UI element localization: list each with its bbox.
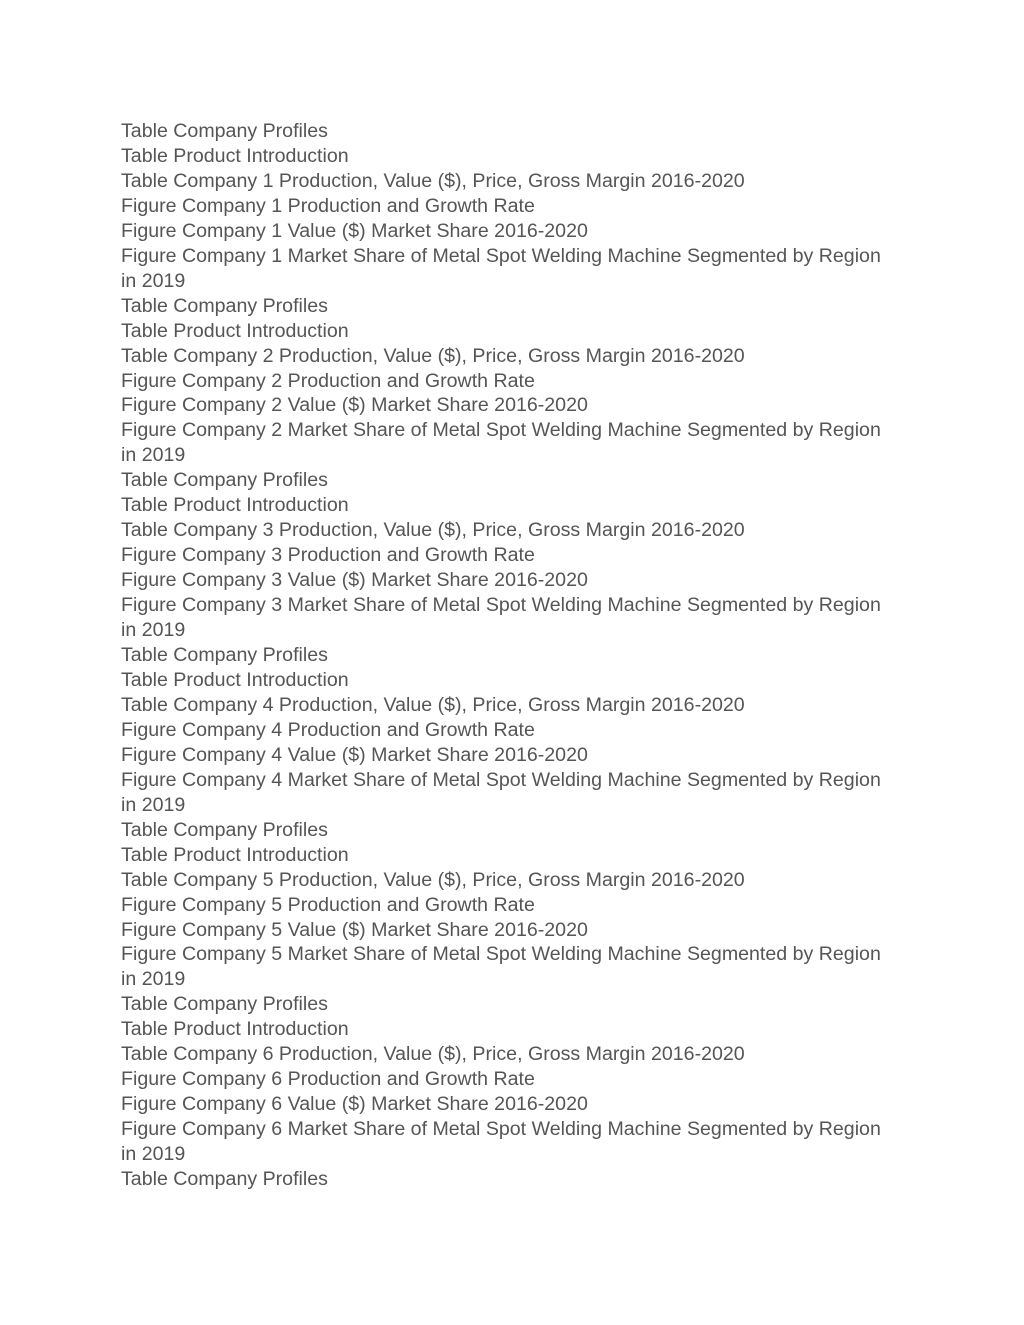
toc-line: Table Company Profiles: [121, 120, 328, 142]
toc-line: Table Product Introduction: [121, 668, 349, 691]
toc-line: Figure Company 5 Production and Growth Rate: [121, 893, 535, 916]
toc-line: Figure Company 3 Market Share of Metal Spot Welding Machine Segmented by Region: [121, 594, 881, 617]
list-of-tables-and-figures: [121, 119, 911, 1192]
toc-line: Table Company Profiles: [121, 469, 328, 492]
toc-line: Table Company 4 Production, Value ($), Price, Gross Margin 2016-2020: [121, 693, 745, 716]
toc-line: Table Product Introduction: [121, 1018, 349, 1041]
toc-line: Figure Company 2 Production and Growth Rate: [121, 369, 535, 392]
toc-line: in 2019: [121, 968, 186, 991]
toc-line: Table Company 1 Production, Value ($), Price, Gross Margin 2016-2020: [121, 169, 745, 192]
toc-line: Figure Company 4 Value ($) Market Share 2016-2020: [121, 743, 588, 766]
toc-line: Table Company Profiles: [121, 1168, 328, 1191]
document-page: [121, 119, 911, 1192]
toc-line: Figure Company 5 Market Share of Metal Spot Welding Machine Segmented by Region: [121, 943, 881, 966]
toc-line: in 2019: [121, 1143, 186, 1166]
toc-line: Table Company Profiles: [121, 818, 328, 841]
toc-line: in 2019: [121, 619, 186, 642]
toc-line: Figure Company 1 Production and Growth Rate: [121, 194, 535, 217]
toc-line: in 2019: [121, 269, 186, 292]
toc-line: in 2019: [121, 793, 186, 816]
toc-line: Figure Company 4 Production and Growth Rate: [121, 718, 535, 741]
toc-line: Figure Company 3 Production and Growth Rate: [121, 544, 535, 567]
toc-line: Table Company 3 Production, Value ($), Price, Gross Margin 2016-2020: [121, 519, 745, 542]
toc-line: Table Company Profiles: [121, 294, 328, 317]
toc-line: Figure Company 1 Value ($) Market Share 2016-2020: [121, 219, 588, 242]
toc-line: Figure Company 4 Market Share of Metal Spot Welding Machine Segmented by Region: [121, 768, 881, 791]
toc-line: Figure Company 6 Production and Growth Rate: [121, 1068, 535, 1091]
toc-line: Figure Company 5 Value ($) Market Share 2016-2020: [121, 918, 588, 941]
toc-line: Figure Company 6 Value ($) Market Share 2016-2020: [121, 1093, 588, 1116]
toc-line: Table Company Profiles: [121, 644, 328, 667]
toc-line: Table Product Introduction: [121, 843, 349, 866]
toc-line: Table Company 2 Production, Value ($), Price, Gross Margin 2016-2020: [121, 344, 745, 367]
toc-line: Table Product Introduction: [121, 494, 349, 517]
toc-line: Figure Company 3 Value ($) Market Share 2016-2020: [121, 569, 588, 592]
toc-line: Figure Company 6 Market Share of Metal Spot Welding Machine Segmented by Region: [121, 1118, 881, 1141]
toc-line: Figure Company 2 Value ($) Market Share 2016-2020: [121, 394, 588, 417]
toc-line: Figure Company 2 Market Share of Metal Spot Welding Machine Segmented by Region: [121, 419, 881, 442]
toc-line: Table Company Profiles: [121, 993, 328, 1016]
toc-line: in 2019: [121, 444, 186, 467]
toc-line: Table Product Introduction: [121, 144, 349, 167]
toc-line: Table Company 5 Production, Value ($), Price, Gross Margin 2016-2020: [121, 868, 745, 891]
toc-line: Table Product Introduction: [121, 319, 349, 342]
toc-line: Table Company 6 Production, Value ($), Price, Gross Margin 2016-2020: [121, 1043, 745, 1066]
toc-line: Figure Company 1 Market Share of Metal Spot Welding Machine Segmented by Region: [121, 244, 881, 267]
